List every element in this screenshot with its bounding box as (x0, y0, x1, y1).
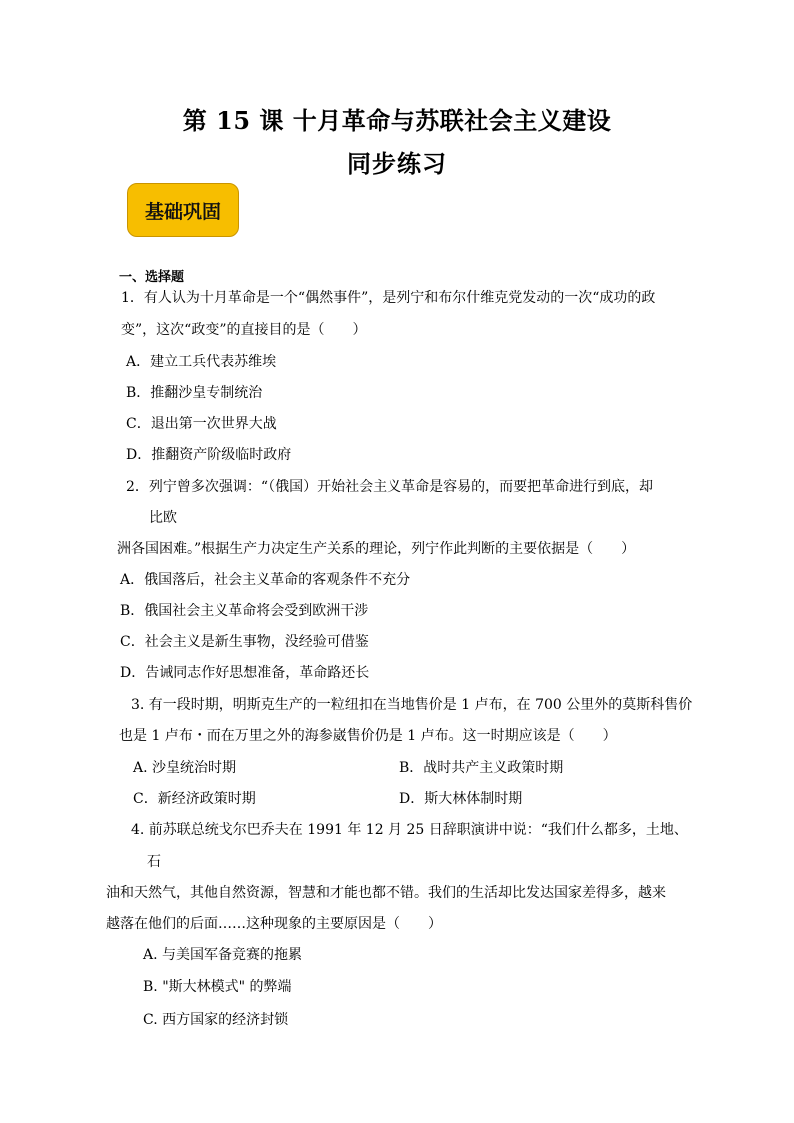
question-4-line-3: 油和天然气，其他自然资源，智慧和才能也都不错。我们的生活却比发达国家差得多，越来 (106, 885, 666, 901)
question-4-line-4: 越落在他们的后面……这种现象的主要原因是（ ） (106, 916, 442, 932)
question-3-option-a: A. 沙皇统治时期 (133, 760, 237, 776)
question-1-option-d: D．推翻资产阶级临时政府 (126, 447, 292, 463)
page-subtitle: 同步练习 (347, 149, 447, 178)
question-3-line-2: 也是 1 卢布・而在万里之外的海参崴售价仍是 1 卢布。这一时期应该是（ ） (119, 728, 617, 744)
question-2-option-d: D．告诫同志作好思想准备，革命路还长 (120, 665, 370, 681)
section-heading: 一、选择题 (119, 270, 185, 285)
question-2-option-b: B．俄国社会主义革命将会受到欧洲干涉 (120, 603, 369, 619)
question-3-option-c: C．新经济政策时期 (133, 791, 256, 807)
question-1-line-1: 1．有人认为十月革命是一个“偶然事件”，是列宁和布尔什维克党发动的一次“成功的政 (121, 290, 656, 306)
question-4-option-b: B. "斯大林模式" 的弊端 (143, 979, 292, 995)
question-2-line-1: 2．列宁曾多次强调：“（俄国）开始社会主义革命是容易的，而要把革命进行到底，却 (126, 479, 654, 495)
question-1-option-c: C．退出第一次世界大战 (126, 416, 277, 432)
question-2-option-c: C．社会主义是新生事物，没经验可借鉴 (120, 634, 369, 650)
question-2-line-2: 比欧 (149, 510, 177, 526)
question-4-option-a: A. 与美国军备竞赛的拖累 (143, 947, 303, 963)
question-2-line-3: 洲各国困难。”根据生产力决定生产关系的理论，列宁作此判断的主要依据是（ ） (117, 541, 636, 557)
question-1-option-a: A．建立工兵代表苏维埃 (126, 354, 277, 370)
question-2-option-a: A．俄国落后，社会主义革命的客观条件不充分 (120, 572, 411, 588)
section-badge (127, 183, 239, 237)
badge-label: 基础巩固 (144, 200, 221, 223)
question-3-option-b: B．战时共产主义政策时期 (399, 760, 564, 776)
question-4-line-1: 4. 前苏联总统戈尔巴乔夫在 1991 年 12 月 25 日辞职演讲中说：“我们什么都多，土地、 (131, 822, 688, 838)
question-3-line-1: 3. 有一段时期，明斯克生产的一粒纽扣在当地售价是 1 卢布，在 700 公里外的莫斯科售价 (131, 697, 693, 713)
question-1-option-b: B．推翻沙皇专制统治 (126, 385, 263, 401)
question-4-line-2: 石 (147, 854, 161, 870)
question-4-option-c: C. 西方国家的经济封锁 (143, 1012, 289, 1028)
question-3-option-d: D．斯大林体制时期 (399, 791, 523, 807)
question-1-line-2: 变”，这次“政变”的直接目的是（ ） (121, 322, 367, 338)
page-title: 第 15 课 十月革命与苏联社会主义建设 (182, 106, 612, 135)
